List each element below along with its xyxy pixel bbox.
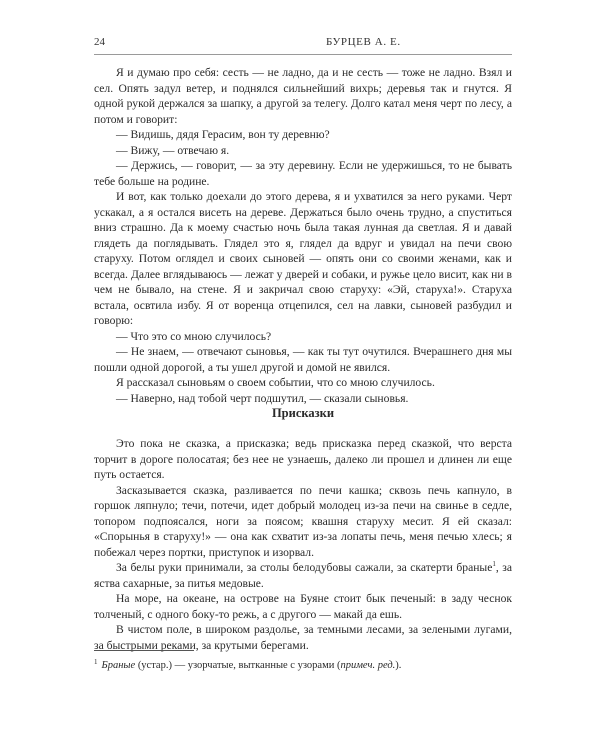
paragraph-text: , за яства сахарные, за питья медовые. bbox=[94, 561, 512, 590]
paragraph: Это пока не сказка, а присказка; ведь присказка перед сказкой, что верста торчит в дороге полосатая; без нее не узнаешь, далеко ли прошел и длинен ли еще путь остается. bbox=[94, 437, 512, 481]
paragraph: Я рассказал сыновьям о своем событии, что со мною случилось. bbox=[116, 376, 435, 389]
paragraph: — Что это со мною случилось? bbox=[116, 329, 272, 343]
paragraph: На море, на океане, на острове на Буяне стоит бык печеный: в заду чеснок толченый, с одного боку-то режь, а с другого — макай да ешь. bbox=[94, 592, 512, 621]
paragraph-text: За белы руки принимали, за столы белодубовы сажали, за скатерти браные bbox=[116, 561, 493, 574]
paragraph: — Видишь, дядя Герасим, вон ту деревню? bbox=[116, 128, 330, 141]
paragraph-with-footnote bbox=[94, 560, 512, 591]
paragraph: — Наверно, над тобой черт подшутил, — сказали сыновья. bbox=[116, 391, 409, 405]
footnote-text-end: ). bbox=[395, 660, 402, 671]
page-header bbox=[94, 36, 512, 55]
footnote-term: Браные bbox=[101, 660, 136, 671]
prisказки-text bbox=[94, 436, 512, 653]
story-text bbox=[94, 65, 512, 406]
section-title: Присказки bbox=[271, 406, 335, 420]
paragraph: — Вижу, — отвечаю я. bbox=[116, 143, 230, 157]
footnote-editor-note: примеч. ред. bbox=[340, 660, 396, 671]
paragraph: — Держись, — говорит, — за эту деревину. Если не удержишься, то не бывать тебе больше на родине. bbox=[94, 159, 512, 188]
running-head: БУРЦЕВ А. Е. bbox=[326, 36, 401, 48]
page-number: 24 bbox=[94, 36, 105, 48]
paragraph: И вот, как только доехали до этого дерева, я и ухватился за него руками. Черт ускакал, а я остался висеть на дереве. Держаться было очень трудно, а спуститься вниз страшно. Да к моему счастью ночь была такая лунная да светлая. Я и давай глядеть да поглядывать. Глядел это я, глядел да вдруг и увидал на печи свою старуху. Потом оглядел и своих сыновей — опять они со своими женами, как и всегда. Далее вглядываюсь — лежат у дверей и собаки, и ружье цело висит, как ни в чем не бывало, на стене. Я и закричал свою старуху: «Эй, старуха!». Старуха встала, освтила избу. Я от воренца отцепился, сел на лавки, сыновей разбудил и говорю: bbox=[94, 190, 512, 327]
paragraph: — Не знаем, — отвечают сыновья, — как ты тут очутился. Вчерашнего дня мы пошли одной дорогой, а ты ушел другой и домой не явился. bbox=[94, 345, 512, 374]
footnote-divider bbox=[94, 650, 194, 651]
footnote bbox=[94, 655, 512, 673]
paragraph: В чистом поле, в широком раздолье, за темными лесами, за зелеными лугами, за быстрыми реками, за крутыми берегами. bbox=[94, 623, 512, 652]
paragraph: Я и думаю про себя: сесть — не ладно, да и не сесть — тоже не ладно. Взял и сел. Опять задул ветер, и поднялся сильнейший вихрь; деревья так и гнутся. Я одной рукой держался за шапку, а другой за телегу. Долго катал меня черт по лесу, а потом и говорит: bbox=[94, 66, 512, 126]
footnote-number: 1 bbox=[94, 658, 98, 666]
footnote-text: (устар.) — узорчатые, вытканные с узорами ( bbox=[135, 660, 341, 671]
footnote-marker[interactable]: 1 bbox=[492, 560, 496, 568]
paragraph: Засказывается сказка, разливается по печи кашка; сквозь печь капнуло, в горшок ляпнуло; течи, потечи, идет добрый молодец из-за печи на свинье в седле, топором подпоясался, ноги за поясом; квашня старуху месит. Я ей сказал: «Спорынья в старуху!» — она как схватит из-за лопаты печь, меня печью хлесь; я побежал через портки, приступок и изорвал. bbox=[94, 483, 512, 559]
